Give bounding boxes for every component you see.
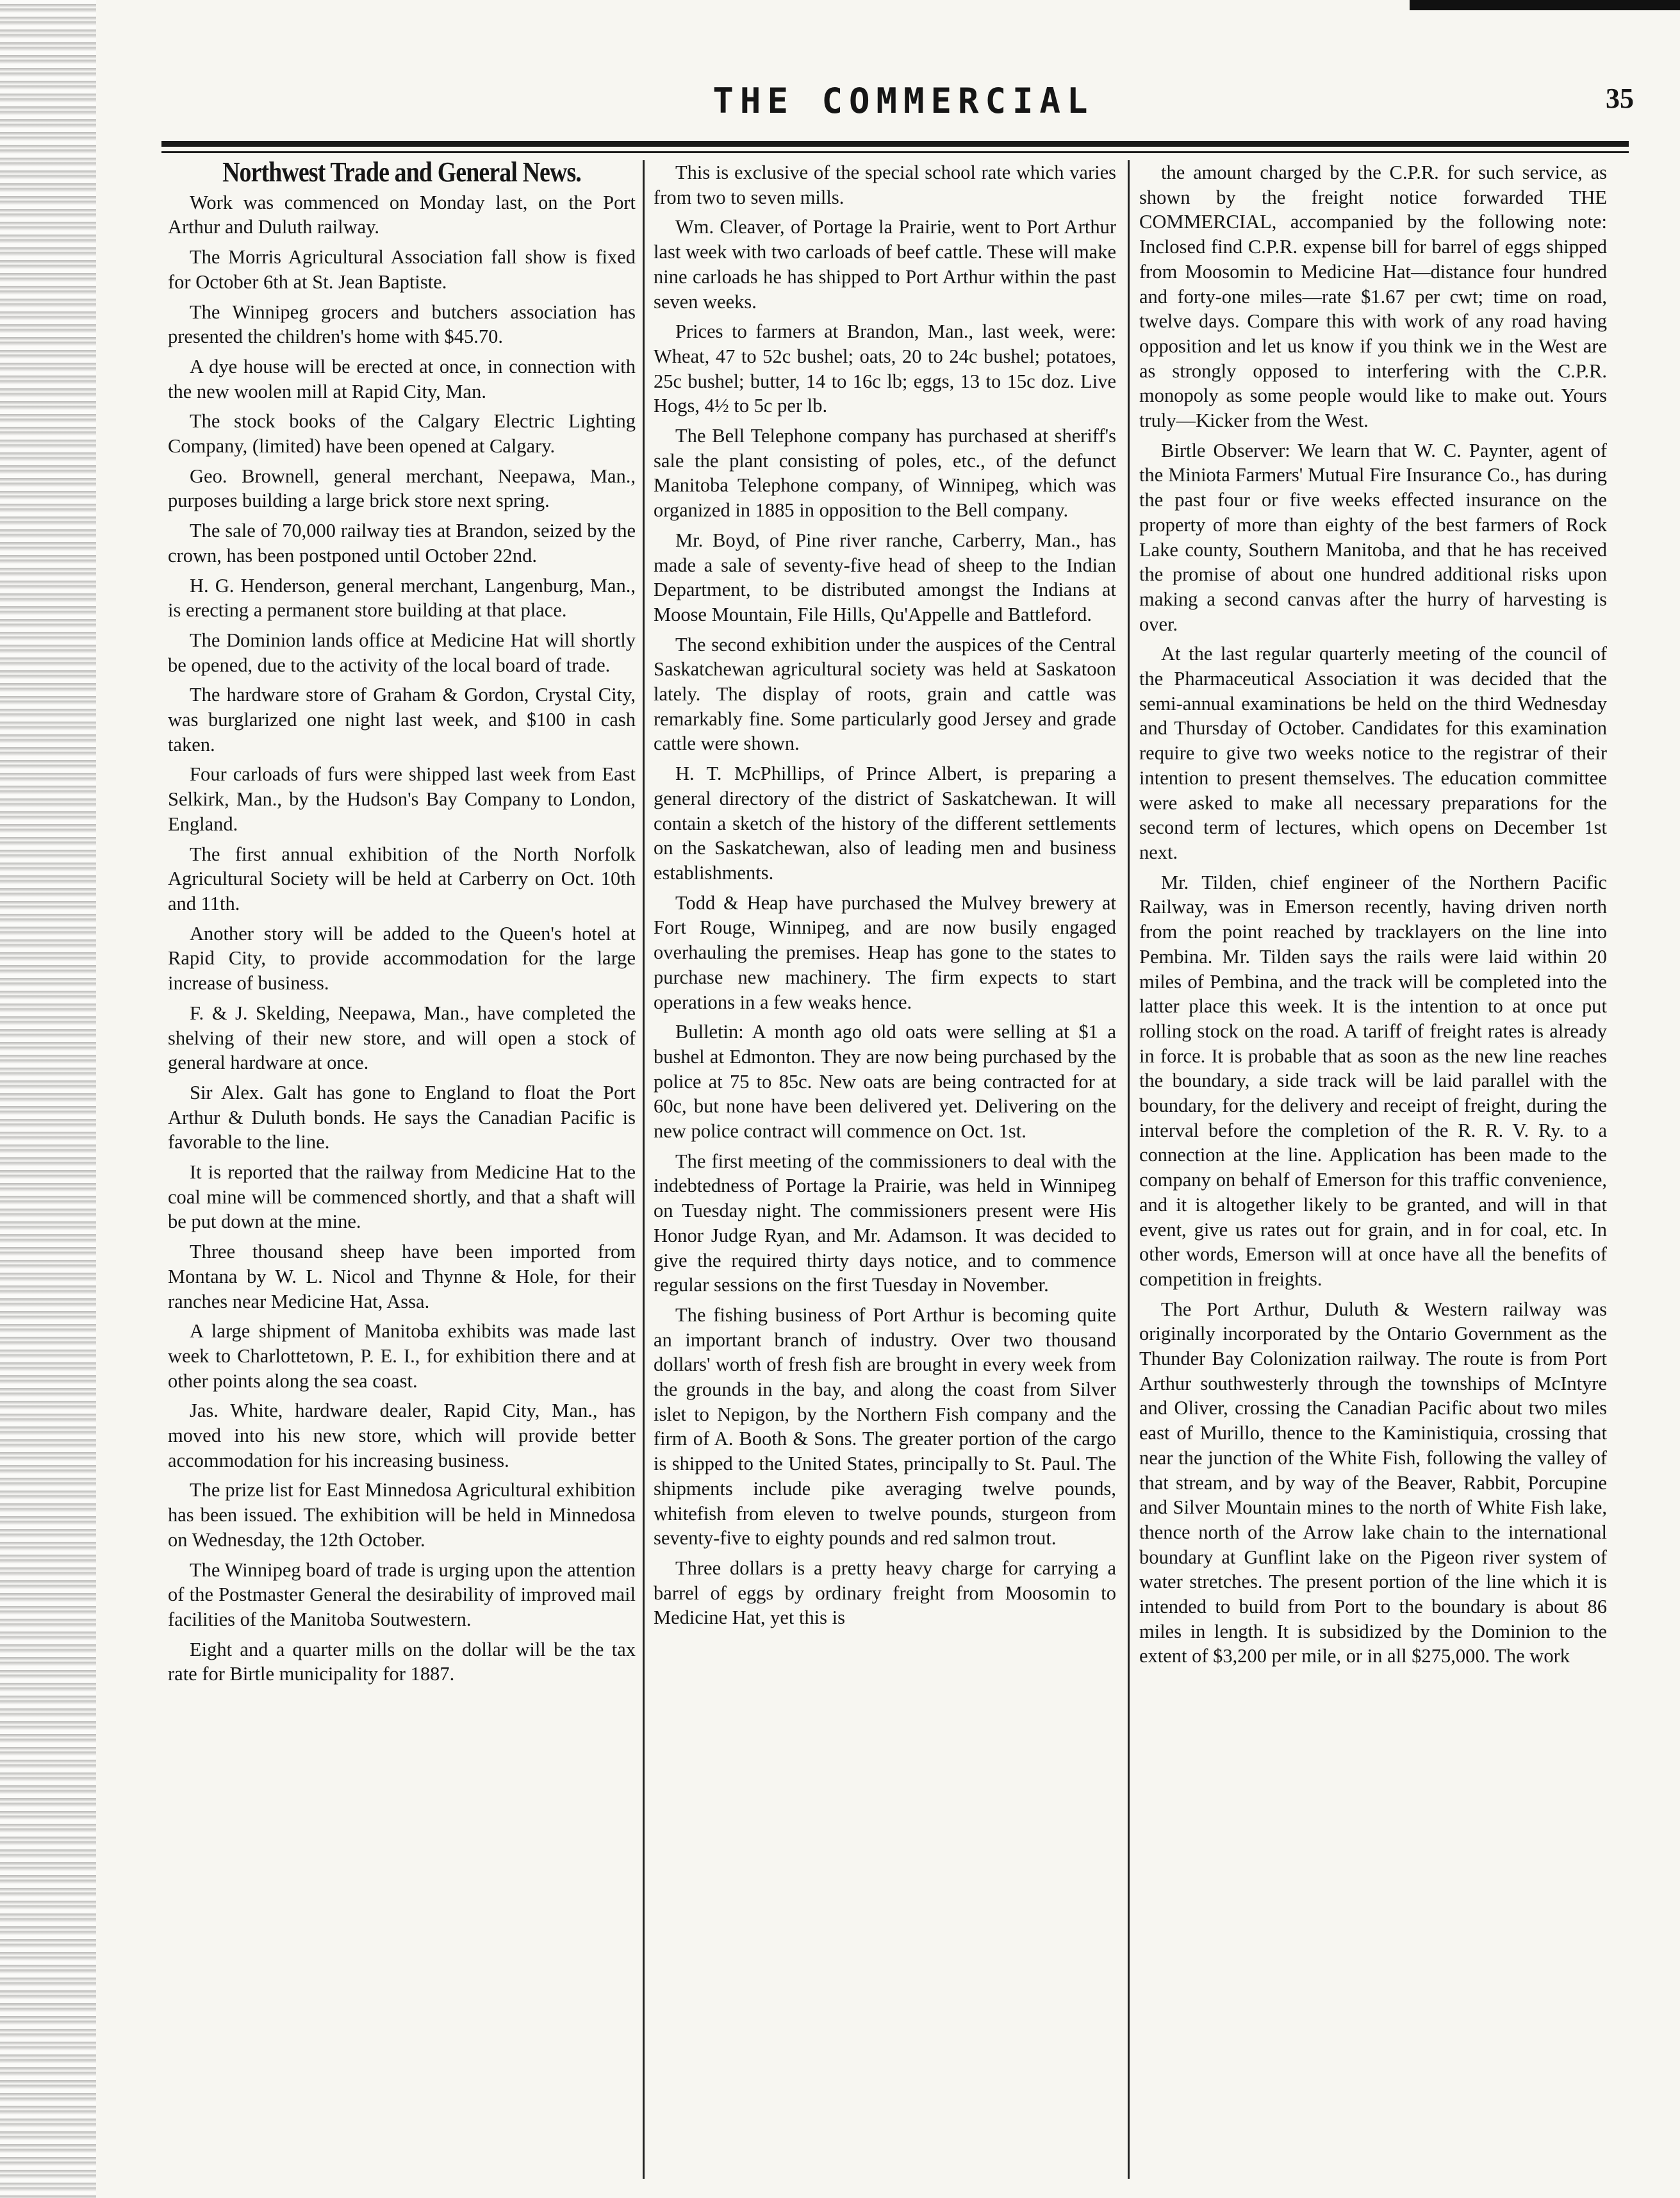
column-1 — [168, 160, 636, 2179]
news-paragraph: The Port Arthur, Duluth & Western railway was originally incorporated by the Ontario Government as the Thunder Bay Colonization railway. The route is from Port Arthur southwesterly through the townships of McIntyre and Oliver, crossing the Canadian Pacific about two miles east of Murillo, thence to the Kaministiquia, crossing that near the junction of the White Fish, following the valley of that stream, and by way of the Beaver, Rabbit, Porcupine and Silver Mountain mines to the north of White Fish lake, thence north of the Arrow lake chain to the international boundary at Gunflint lake on the Pigeon river system of water stretches. The present portion of the line which it is intended to build from Port to the boundary is about 86 miles in length. It is subsidized by the Dominion to the extent of $3,200 per mile, or in all $275,000. The work — [1139, 1298, 1607, 1667]
news-paragraph: Mr. Boyd, of Pine river ranche, Carberry, Man., has made a sale of seventy-five head of sheep to the Indian Department, to be distributed amongst the Indians at Moose Mountain, File Hills, Qu'Appelle and Battleford. — [654, 529, 1116, 625]
news-paragraph: Mr. Tilden, chief engineer of the Northern Pacific Railway, was in Emerson recently, having driven north from the point reached by tracklayers on the line into Pembina. Mr. Tilden says the rails were laid within 20 miles of Pembina, and the track will be completed into the latter place this week. It is the intention to at once put rolling stock on the road. A tariff of freight rates is already in force. It is probable that as soon as the new line reaches the boundary, a side track will be laid parallel with the boundary, for the delivery and receipt of freight, during the interval before the completion of the R. R. V. Ry. to a connection at the line. Application has been made to the company on behalf of Emerson for this traffic convenience, and it is altogether likely to be granted, and will in that event, give us rates out for grain, and in for coal, etc. In other words, Emerson will at once have all the benefits of competition in freights. — [1139, 871, 1607, 1290]
news-paragraph: Another story will be added to the Queen's hotel at Rapid City, to provide accommodation for the large increase of business. — [168, 922, 636, 995]
news-paragraph: Wm. Cleaver, of Portage la Prairie, went to Port Arthur last week with two carloads of beef cattle. These will make nine carloads he has shipped to Port Arthur within the past seven weeks. — [654, 216, 1116, 313]
scan-edge — [0, 0, 96, 2198]
news-paragraph: The first meeting of the commissioners to deal with the indebtedness of Portage la Prairie, was held in Winnipeg on Tuesday night. The commissioners present were His Honor Judge Ryan, and Mr. Adamson. It was decided to give the required thirty days notice, and to commence regular sessions on the first Tuesday in November. — [654, 1150, 1116, 1296]
news-paragraph: The hardware store of Graham & Gordon, Crystal City, was burglarized one night last week, and $100 in cash taken. — [168, 684, 636, 756]
news-paragraph: Geo. Brownell, general merchant, Neepawa, Man., purposes building a large brick store next spring. — [168, 465, 636, 512]
news-paragraph: A large shipment of Manitoba exhibits was made last week to Charlottetown, P. E. I., for exhibition there and at other points along the sea coast. — [168, 1320, 636, 1392]
news-paragraph: The fishing business of Port Arthur is becoming quite an important branch of industry. Over two thousand dollars' worth of fresh fish are brought in every week from the grounds in the bay, and along the coast from Silver islet to Nepigon, by the Northern Fish company and the firm of A. Booth & Sons. The greater portion of the cargo is shipped to the United States, principally to St. Paul. The shipments include pike averaging twelve pounds, whitefish from eleven to twelve pounds, sturgeon from seventy-five to eighty pounds and red salmon trout. — [654, 1303, 1116, 1549]
news-paragraph: The first annual exhibition of the North Norfolk Agricultural Society will be held at Carberry on Oct. 10th and 11th. — [168, 843, 636, 914]
news-paragraph: Prices to farmers at Brandon, Man., last week, were: Wheat, 47 to 52c bushel; oats, 20 to 24c bushel; potatoes, 25c bushel; butter, 14 to 16c lb; eggs, 13 to 15c doz. Live Hogs, 4½ to 5c per lb. — [654, 320, 1116, 417]
news-paragraph: Todd & Heap have purchased the Mulvey brewery at Fort Rouge, Winnipeg, and are now busily engaged overhauling the premises. Heap has gone to the states to purchase new machinery. The firm expects to start operations in a few weaks hence. — [654, 891, 1116, 1013]
news-paragraph: Three dollars is a pretty heavy charge for carrying a barrel of eggs by ordinary freight from Moosomin to Medicine Hat, yet this is — [654, 1557, 1116, 1629]
news-paragraph: The prize list for East Minnedosa Agricultural exhibition has been issued. The exhibition will be held in Minnedosa on Wednesday, the 12th October. — [168, 1479, 636, 1551]
news-paragraph: The Dominion lands office at Medicine Hat will shortly be opened, due to the activity of the local board of trade. — [168, 629, 636, 676]
news-paragraph: Work was commenced on Monday last, on the Port Arthur and Duluth railway. — [168, 191, 636, 238]
news-paragraph: This is exclusive of the special school rate which varies from two to seven mills. — [654, 161, 1116, 208]
news-paragraph: Eight and a quarter mills on the dollar will be the tax rate for Birtle municipality for 1887. — [168, 1638, 636, 1685]
news-paragraph: Sir Alex. Galt has gone to England to float the Port Arthur & Duluth bonds. He says the Canadian Pacific is favorable to the line. — [168, 1081, 636, 1153]
news-paragraph: H. G. Henderson, general merchant, Langenburg, Man., is erecting a permanent store building at that place. — [168, 574, 636, 622]
news-paragraph: H. T. McPhillips, of Prince Albert, is preparing a general directory of the district of Saskatchewan. It will contain a sketch of the history of the different settlements on the Saskatchewan, also of leading men and business establishments. — [654, 763, 1116, 884]
page-number: 35 — [1606, 83, 1634, 114]
news-paragraph: At the last regular quarterly meeting of the council of the Pharmaceutical Association it was decided that the semi-annual examinations be held on the third Wednesday and Thursday of October. Candidates for this examination require to give two weeks notice to the registrar of their intention to present themselves. The education committee were asked to make all necessary preparations for the second term of lectures, which opens on December 1st next. — [1139, 643, 1607, 863]
column-divider — [643, 160, 645, 2179]
news-paragraph: The second exhibition under the auspices of the Central Saskatchewan agricultural society was held at Saskatoon lately. The display of roots, grain and cattle was remarkably fine. Some particularly good Jersey and grade cattle were shown. — [654, 633, 1116, 755]
scan-top-bar — [1410, 0, 1680, 10]
news-paragraph: Four carloads of furs were shipped last week from East Selkirk, Man., by the Hudson's Bay Company to London, England. — [168, 763, 636, 835]
news-paragraph: Three thousand sheep have been imported from Montana by W. L. Nicol and Thynne & Hole, for their ranches near Medicine Hat, Assa. — [168, 1241, 636, 1312]
page-header — [154, 76, 1653, 127]
column-2 — [654, 160, 1116, 2179]
news-paragraph: A dye house will be erected at once, in connection with the new woolen mill at Rapid City, Man. — [168, 355, 636, 402]
news-paragraph: F. & J. Skelding, Neepawa, Man., have completed the shelving of their new store, and will open a stock of general hardware at once. — [168, 1002, 636, 1074]
news-paragraph: The stock books of the Calgary Electric Lighting Company, (limited) have been opened at Calgary. — [168, 410, 636, 458]
news-paragraph: The Winnipeg board of trade is urging upon the attention of the Postmaster General the desirability of improved mail facilities of the Manitoba Soutwestern. — [168, 1558, 636, 1630]
publication-title: THE COMMERCIAL — [712, 81, 1094, 121]
column-3 — [1139, 160, 1607, 2179]
news-paragraph: It is reported that the railway from Medicine Hat to the coal mine will be commenced shortly, and that a shaft will be put down at the mine. — [168, 1161, 636, 1233]
header-rule-thin — [161, 151, 1629, 153]
news-paragraph: The Bell Telephone company has purchased at sheriff's sale the plant consisting of poles, etc., of the defunct Manitoba Telephone company, of Winnipeg, which was organized in 1885 in opposition to the Bell company. — [654, 425, 1116, 522]
news-paragraph: Bulletin: A month ago old oats were selling at $1 a bushel at Edmonton. They are now being purchased by the police at 75 to 85c. New oats are being contracted for at 60c, but none have been delivered yet. Delivering on the new police contract will commence on Oct. 1st. — [654, 1021, 1116, 1143]
news-paragraph: the amount charged by the C.P.R. for such service, as shown by the freight notice forwarded THE COMMERCIAL, accompanied by the following note: Inclosed find C.P.R. expense bill for barrel of eggs shipped from Moosomin to Medicine Hat—distance four hundred and forty-one miles—rate $1.67 per cwt; time on road, twelve days. Compare this with work of any road having opposition and let us know if you think we in the West are as strongly opposed to interfering with the C.P.R. monopoly as some people would like to make out. Yours truly—Kicker from the West. — [1139, 161, 1607, 432]
news-paragraph: The Morris Agricultural Association fall show is fixed for October 6th at St. Jean Baptiste. — [168, 246, 636, 293]
header-rule-thick — [161, 141, 1629, 147]
news-paragraph: The sale of 70,000 railway ties at Brandon, seized by the crown, has been postponed until October 22nd. — [168, 520, 636, 566]
news-paragraph: The Winnipeg grocers and butchers association has presented the children's home with $45.70. — [168, 301, 636, 348]
section-heading: Northwest Trade and General News. — [222, 160, 581, 188]
column-divider — [1128, 160, 1130, 2179]
news-paragraph: Birtle Observer: We learn that W. C. Paynter, agent of the Miniota Farmers' Mutual Fire Insurance Co., has during the past four or five weeks effected insurance on the property of more than eighty of the best farmers of Rock Lake county, Southern Manitoba, and that he has received the promise of about one hundred additional risks upon making a second canvas after the hurry of harvesting is over. — [1139, 439, 1607, 635]
news-paragraph: Jas. White, hardware dealer, Rapid City, Man., has moved into his new store, which will provide better accommodation for his increasing business. — [168, 1400, 636, 1471]
